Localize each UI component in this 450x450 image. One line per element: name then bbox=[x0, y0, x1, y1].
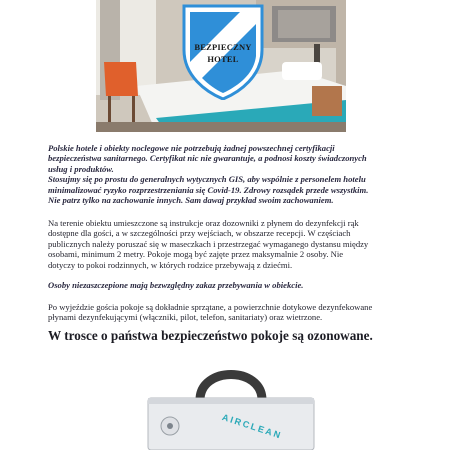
shield-icon bbox=[182, 4, 264, 100]
departure-cleaning-paragraph bbox=[48, 302, 400, 323]
ozonation-heading: W trosce o państwa bezpieczeństwo pokoje są ozonowane. bbox=[48, 328, 373, 343]
intro-line: Nie patrz tylko na zachowanie innych. Sam dawaj przykład swoim zachowaniem. bbox=[48, 195, 334, 206]
intro-line: usług i produktów. bbox=[48, 163, 114, 174]
facility-line: publicznych należy poruszać się w maseczkach i przestrzegać wymaganego dystansu między bbox=[48, 238, 369, 249]
ozone-generator-illustration bbox=[140, 360, 320, 450]
facility-line: dostępne dla gości, a w szczególności przy wejściach, w obszarze recepcji. W częściach bbox=[48, 228, 351, 239]
departure-line: płynami dezynfekującymi (włączniki, pilot, telefon, sanitariaty) oraz wietrzone. bbox=[48, 312, 323, 323]
hotel-room-photo bbox=[96, 0, 346, 132]
unvaccinated-notice bbox=[48, 280, 400, 290]
facility-line: osobami, minimum 2 metry. Pokoje mogą być zajęte przez maksymalnie 2 osoby. Nie bbox=[48, 249, 344, 260]
device-brand-label: AIRCLEAN bbox=[220, 412, 284, 441]
intro-line: Stosujmy się po prostu do generalnych wytycznych GIS, aby wspólnie z personelem hotelu bbox=[48, 174, 366, 185]
intro-paragraph bbox=[48, 143, 400, 205]
intro-line: bezpieczeństwa sanitarnego. Certyfikat nic nie gwarantuje, a podnosi koszty świadczonych bbox=[48, 153, 367, 164]
intro-line: minimalizować ryzyko rozprzestrzeniania się Covid-19. Zdrowy rozsądek przede wszystkim. bbox=[48, 184, 369, 195]
badge-title-line2: HOTEL bbox=[207, 54, 239, 64]
departure-line: Po wyjeździe gościa pokoje są dokładnie sprzątane, a powierzchnie dotykowe dezynfekowane bbox=[48, 302, 373, 312]
facility-line: Na terenie obiektu umieszczone są instrukcje oraz dozowniki z płynem do dezynfekcji rąk bbox=[48, 218, 359, 228]
unvaccinated-line: Osoby niezaszczepione mają bezwzględny zakaz przebywania w obiekcie. bbox=[48, 280, 304, 290]
safe-hotel-badge bbox=[182, 4, 264, 100]
ozone-generator-photo bbox=[140, 360, 320, 450]
facility-line: dotyczy to pokoi rodzinnych, w których rodzice przebywają z dziećmi. bbox=[48, 259, 293, 270]
intro-line: Polskie hotele i obiekty noclegowe nie potrzebują żadnej powszechnej certyfikacji bbox=[48, 143, 335, 153]
facility-rules-paragraph bbox=[48, 218, 400, 270]
badge-title-line1: BEZPIECZNY bbox=[194, 42, 252, 52]
